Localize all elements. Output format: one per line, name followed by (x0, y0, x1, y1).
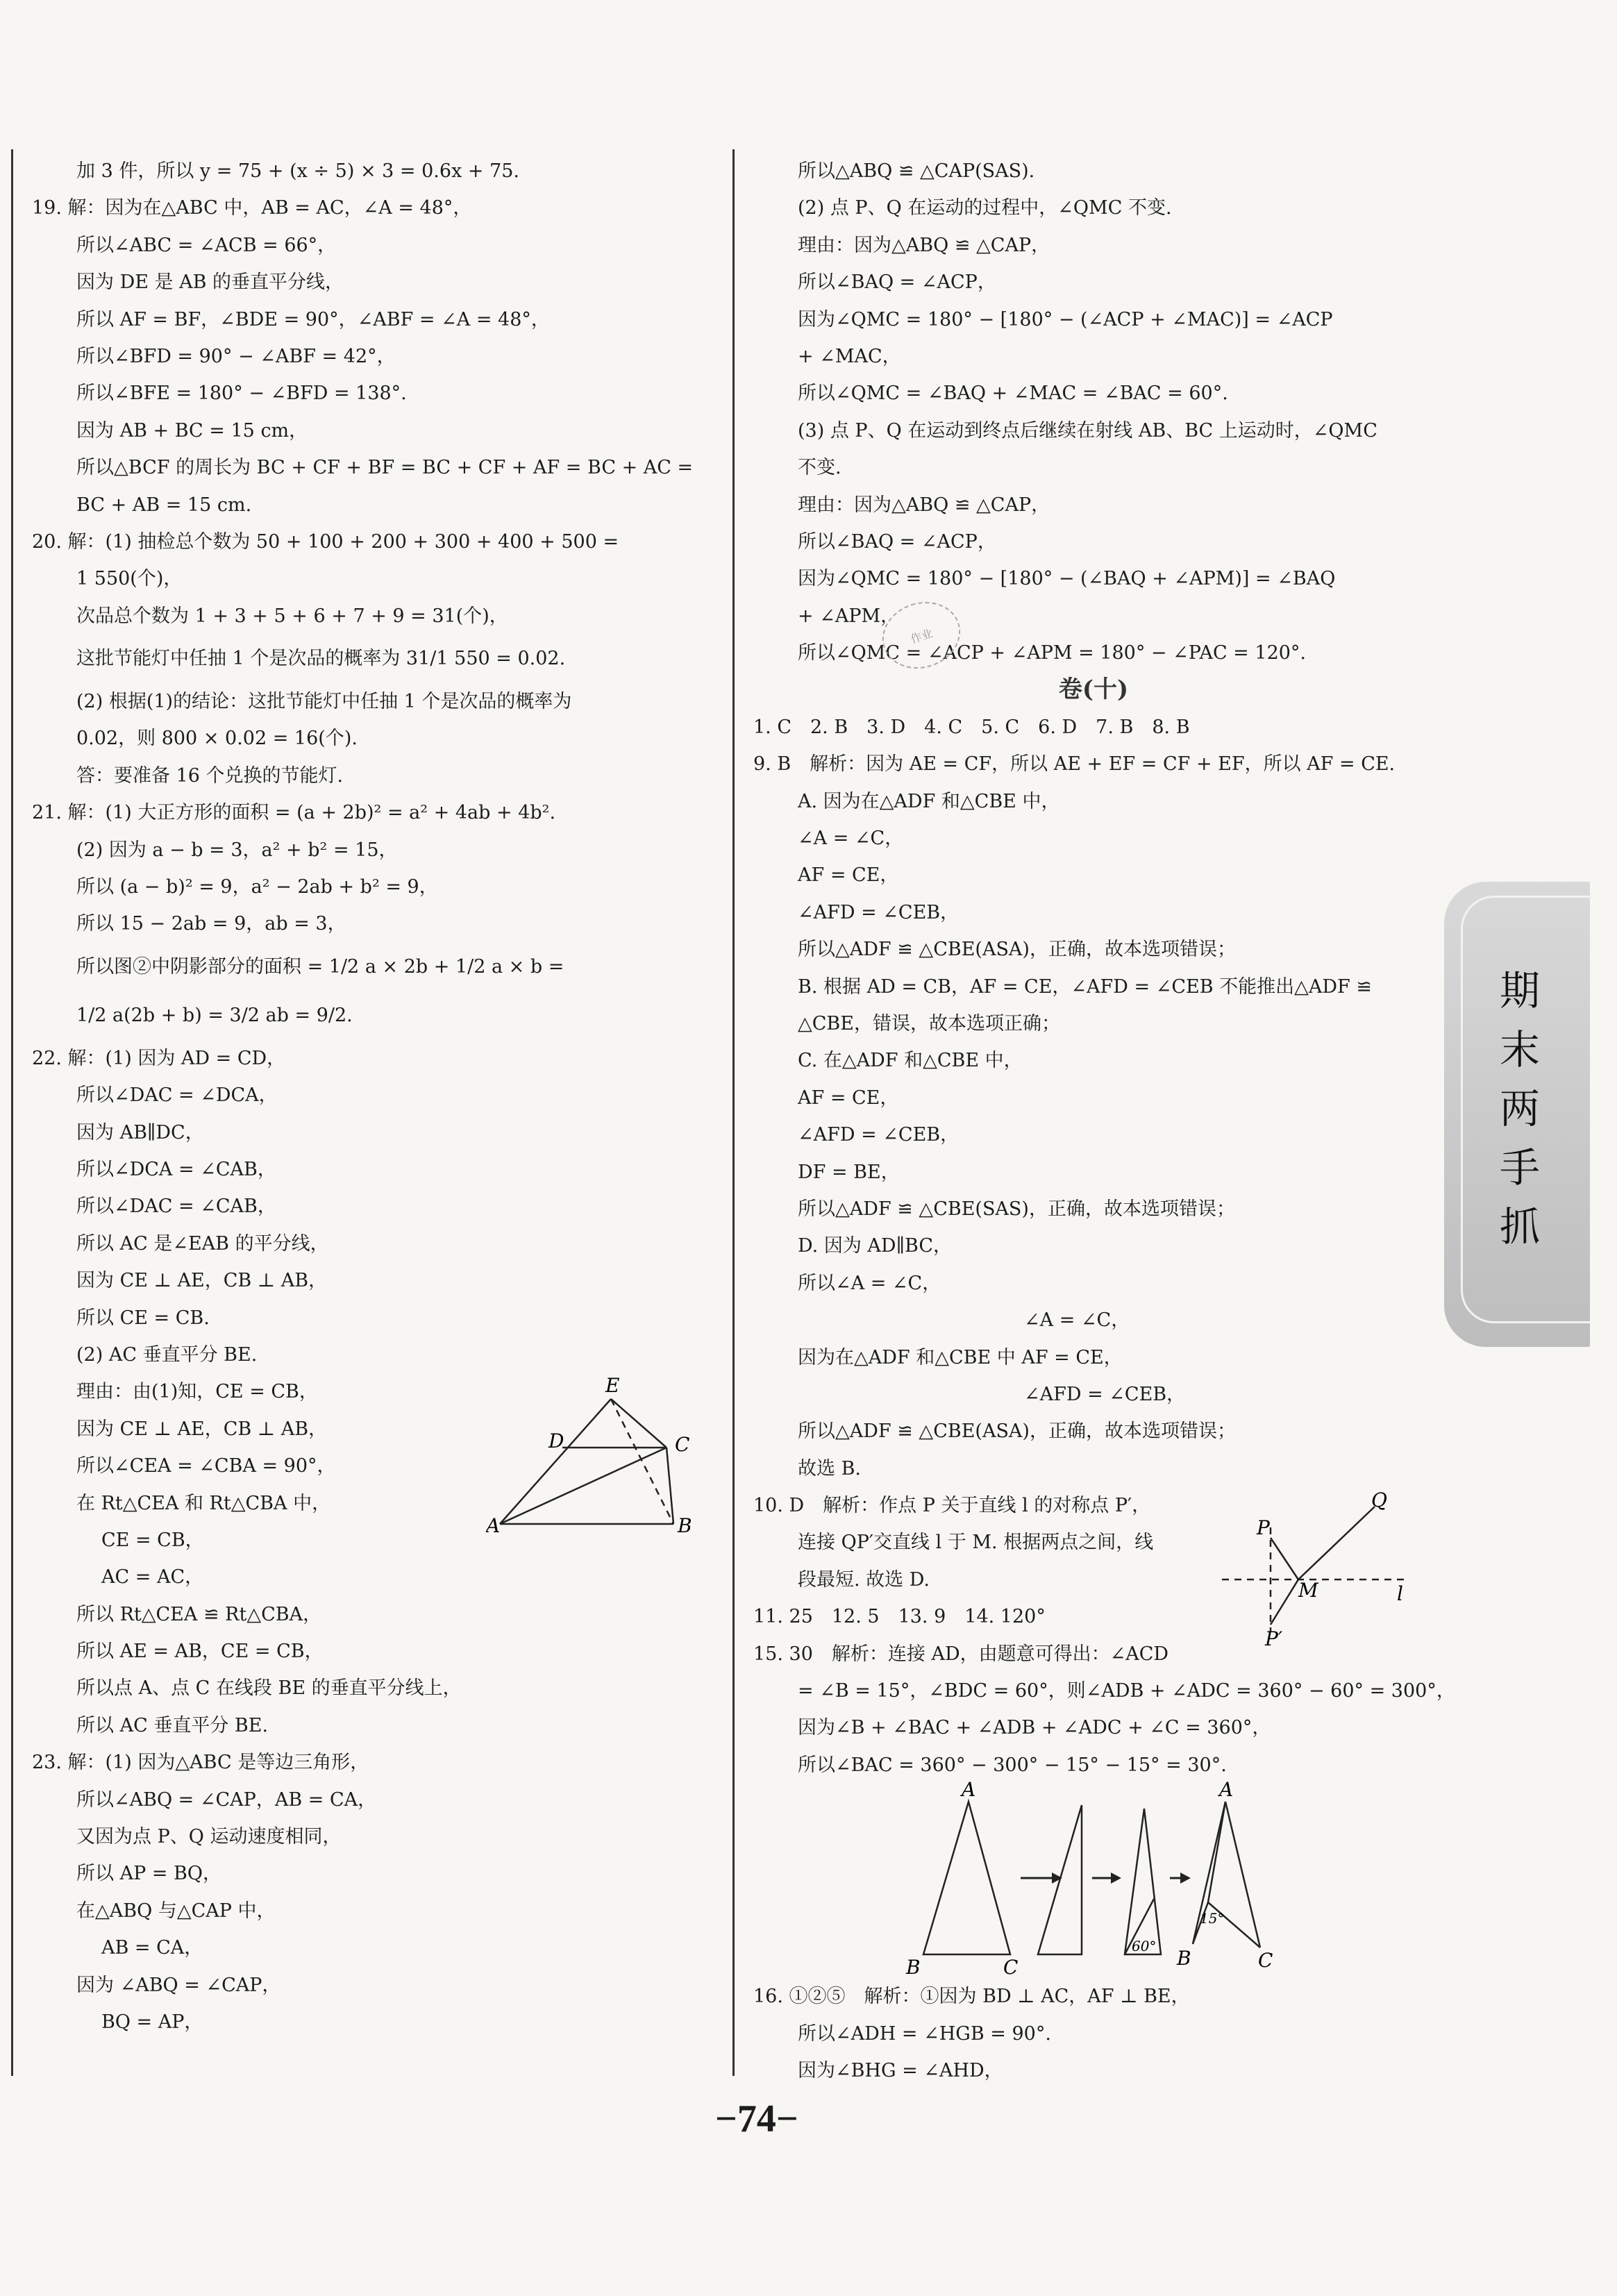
side-tab-char: 期 (1500, 967, 1541, 1014)
answer-line: + ∠MAC， (798, 345, 901, 367)
answer-line: 所以∠BFD = 90° − ∠ABF = 42°， (76, 345, 396, 367)
figure-15-triangle-steps (903, 1781, 1291, 1975)
side-tab-char: 末 (1500, 1026, 1541, 1073)
answer-line: B. 根据 AD = CB，AF = CE，∠AFD = ∠CEB 不能推出△ADF ≌ (798, 975, 1372, 998)
answer-line: 因为∠BHG = ∠AHD， (798, 2059, 1003, 2081)
answer-line: 所以∠BAQ = ∠ACP， (798, 271, 996, 294)
label-e: E (605, 1374, 620, 1397)
answer-line: ∠AFD = ∠CEB， (798, 901, 960, 923)
answer-line: 理由：因为△ABQ ≌ △CAP， (798, 494, 1050, 516)
label-d: D (548, 1430, 564, 1452)
answer-line: 所以∠BAQ = ∠ACP， (798, 530, 996, 553)
answer-line: 9. B 解析：因为 AE = CF，所以 AE + EF = CF + EF，所以 AF = CE. (753, 753, 1396, 776)
label-a: A (486, 1514, 501, 1537)
answer-line: DF = BE， (798, 1161, 900, 1183)
answer-line: 这批节能灯中任抽 1 个是次品的概率为 31/1 550 = 0.02. (76, 648, 566, 670)
answer-line: 因为∠QMC = 180° − [180° − (∠BAQ + ∠APM)] = ∠BAQ (798, 568, 1336, 590)
answer-line: 理由：由(1)知，CE = CB， (76, 1381, 318, 1403)
answer-line: 20. 解：(1) 抽检总个数为 50 + 100 + 200 + 300 + 400 + 500 = (32, 530, 619, 553)
answer-line: 所以∠DAC = ∠CAB， (76, 1196, 276, 1218)
answer-line: AC = AC， (101, 1566, 204, 1589)
answer-line: 16. ①②⑤ 解析：①因为 BD ⊥ AC，AF ⊥ BE， (753, 1986, 1190, 2008)
answer-line: 0.02，则 800 × 0.02 = 16(个). (76, 728, 358, 750)
answer-line: AF = CE， (798, 1087, 899, 1109)
answer-line: 所以图②中阴影部分的面积 = 1/2 a × 2b + 1/2 a × b = (76, 955, 564, 978)
label-60: 60° (1132, 1938, 1157, 1954)
answer-line: 23. 解：(1) 因为△ABC 是等边三角形， (32, 1752, 369, 1774)
answer-line: 所以△ADF ≌ △CBE(SAS)，正确，故本选项错误； (798, 1198, 1235, 1220)
answer-line: 所以 AC 是∠EAB 的平分线， (76, 1232, 329, 1255)
answer-line: (2) 根据(1)的结论：这批节能灯中任抽 1 个是次品的概率为 (76, 691, 572, 713)
answer-line: 因为 ∠ABQ = ∠CAP， (76, 1974, 281, 1996)
figure-22-quadrilateral (486, 1371, 708, 1545)
column-divider (732, 149, 735, 2076)
answer-line: 所以 15 − 2ab = 9，ab = 3， (76, 913, 346, 935)
answer-line: ∠AFD = ∠CEB， (798, 1124, 960, 1146)
answer-line: 所以 AE = AB，CE = CB， (76, 1641, 324, 1663)
answer-line: 所以∠ABC = ∠ACB = 66°， (76, 234, 337, 256)
answer-line: 因为 AB + BC = 15 cm， (76, 419, 308, 442)
answer-line: 在 Rt△CEA 和 Rt△CBA 中， (76, 1492, 331, 1514)
answer-line: 所以 CE = CB. (76, 1307, 210, 1329)
label-p-prime: P′ (1265, 1627, 1283, 1645)
answer-line: 所以 AP = BQ， (76, 1863, 222, 1885)
label-b2: B (1177, 1947, 1191, 1970)
answer-line: (3) 点 P、Q 在运动到终点后继续在射线 AB、BC 上运动时，∠QMC (798, 419, 1377, 442)
label-q: Q (1371, 1489, 1387, 1511)
answer-line: 所以点 A、点 C 在线段 BE 的垂直平分线上， (76, 1677, 462, 1700)
answer-line: 理由：因为△ABQ ≌ △CAP， (798, 234, 1050, 256)
figure-10-reflection (1208, 1486, 1430, 1645)
answer-line: △CBE，错误，故本选项正确； (798, 1012, 1060, 1034)
answer-line: 所以△BCF 的周长为 BC + CF + BF = BC + CF + AF = BC + AC = (76, 457, 694, 479)
answer-line: 又因为点 P、Q 运动速度相同， (76, 1826, 342, 1848)
side-tab-char: 抓 (1500, 1203, 1541, 1250)
answer-line: 答：要准备 16 个兑换的节能灯. (76, 764, 344, 787)
answer-line: 因为在△ADF 和△CBE 中 AF = CE， (798, 1346, 1123, 1368)
label-m: M (1298, 1579, 1318, 1602)
answer-line: 所以∠CEA = ∠CBA = 90°， (76, 1455, 336, 1477)
label-b: B (678, 1514, 692, 1537)
answer-line: 所以∠BFE = 180° − ∠BFD = 138°. (76, 383, 407, 405)
answer-line: 因为 CE ⊥ AE，CB ⊥ AB， (76, 1418, 328, 1440)
answer-line: ∠A = ∠C， (798, 828, 904, 850)
answer-line: 卷(十) (1058, 676, 1129, 704)
answer-line: CE = CB， (101, 1529, 204, 1551)
answer-line: 所以∠A = ∠C， (798, 1272, 941, 1294)
answer-line: (2) 因为 a − b = 3，a² + b² = 15， (76, 839, 398, 861)
label-c1: C (1003, 1956, 1019, 1975)
label-15: 15° (1200, 1910, 1225, 1927)
page-number: −74− (715, 2097, 798, 2140)
answer-line: 10. D 解析：作点 P 关于直线 l 的对称点 P′， (753, 1495, 1151, 1517)
label-l: l (1397, 1582, 1403, 1605)
answer-line: 所以∠ABQ = ∠CAP，AB = CA， (76, 1788, 377, 1811)
answer-line: 所以△ABQ ≌ △CAP(SAS). (798, 160, 1035, 182)
answer-line: 所以△ADF ≌ △CBE(ASA)，正确，故本选项错误； (798, 1421, 1236, 1443)
answer-line: 所以∠DAC = ∠DCA， (76, 1084, 278, 1107)
label-a1: A (962, 1781, 976, 1801)
answer-line: 22. 解：(1) 因为 AD = CD， (32, 1047, 286, 1069)
answer-line: (2) 点 P、Q 在运动的过程中，∠QMC 不变. (798, 197, 1172, 219)
answer-line: 所以∠QMC = ∠ACP + ∠APM = 180° − ∠PAC = 120°. (798, 642, 1307, 664)
label-c2: C (1258, 1949, 1273, 1972)
answer-line: 所以 AF = BF，∠BDE = 90°，∠ABF = ∠A = 48°， (76, 308, 550, 330)
answer-line: 不变. (798, 457, 841, 479)
label-a2: A (1219, 1781, 1234, 1801)
answer-line: 11. 25 12. 5 13. 9 14. 120° (753, 1606, 1046, 1628)
answer-line: + ∠APM， (798, 605, 900, 627)
left-margin-rule (11, 149, 13, 2076)
answer-line: 所以 AC 垂直平分 BE. (76, 1714, 269, 1736)
answer-line: C. 在△ADF 和△CBE 中， (798, 1050, 1023, 1072)
answer-line: AB = CA， (101, 1937, 203, 1959)
answer-line: 所以∠BAC = 360° − 300° − 15° − 15° = 30°. (798, 1754, 1227, 1776)
answer-line: 段最短. 故选 D. (798, 1568, 930, 1591)
answer-line: 所以∠DCA = ∠CAB， (76, 1158, 276, 1180)
left-column (32, 153, 726, 2041)
answer-line: 连接 QP′交直线 l 于 M. 根据两点之间，线 (798, 1532, 1154, 1554)
label-b1: B (906, 1956, 921, 1975)
answer-line: 15. 30 解析：连接 AD，由题意可得出：∠ACD (753, 1643, 1169, 1665)
answer-line: (2) AC 垂直平分 BE. (76, 1343, 258, 1366)
answer-line: = ∠B = 15°，∠BDC = 60°，则∠ADB + ∠ADC = 360° − 60° = 300°， (798, 1680, 1455, 1702)
answer-line: ∠A = ∠C， (1024, 1309, 1130, 1332)
answer-line: 因为∠B + ∠BAC + ∠ADB + ∠ADC + ∠C = 360°， (798, 1717, 1271, 1739)
answer-line: D. 因为 AD∥BC， (798, 1235, 953, 1257)
answer-line: BQ = AP， (101, 2011, 203, 2033)
answer-line: 1. C 2. B 3. D 4. C 5. C 6. D 7. B 8. B (753, 716, 1190, 738)
answer-line: 故选 B. (798, 1457, 862, 1480)
answer-line: 次品总个数为 1 + 3 + 5 + 6 + 7 + 9 = 31(个)， (76, 605, 508, 627)
answer-line: 21. 解：(1) 大正方形的面积 = (a + 2b)² = a² + 4ab + 4b². (32, 802, 556, 824)
label-p: P (1257, 1516, 1270, 1539)
label-c: C (675, 1433, 690, 1456)
answer-line: 所以 Rt△CEA ≌ Rt△CBA， (76, 1603, 322, 1625)
answer-line: A. 因为在△ADF 和△CBE 中， (798, 790, 1060, 812)
answer-line: 因为 AB∥DC， (76, 1121, 204, 1143)
answer-line: BC + AB = 15 cm. (76, 494, 252, 516)
answer-line: 因为∠QMC = 180° − [180° − (∠ACP + ∠MAC)] = ∠ACP (798, 308, 1333, 330)
answer-line: 所以 (a − b)² = 9，a² − 2ab + b² = 9， (76, 876, 438, 898)
side-tab-char: 两 (1500, 1085, 1541, 1132)
answer-line: 所以∠ADH = ∠HGB = 90°. (798, 2022, 1051, 2045)
side-tab-char: 手 (1500, 1144, 1541, 1191)
answer-line: 因为 DE 是 AB 的垂直平分线， (76, 271, 344, 294)
side-section-tab (1444, 882, 1590, 1347)
answer-line: 1/2 a(2b + b) = 3/2 ab = 9/2. (76, 1004, 353, 1026)
answer-line: 19. 解：因为在△ABC 中，AB = AC，∠A = 48°， (32, 197, 472, 219)
answer-line: 所以∠QMC = ∠BAQ + ∠MAC = ∠BAC = 60°. (798, 383, 1228, 405)
answer-line: 加 3 件，所以 y = 75 + (x ÷ 5) × 3 = 0.6x + 75. (76, 160, 520, 182)
answer-line: 1 550(个)， (76, 568, 183, 590)
answer-line: AF = CE， (798, 864, 899, 887)
answer-line: 在△ABQ 与△CAP 中， (76, 1900, 276, 1922)
answer-line: 因为 CE ⊥ AE，CB ⊥ AB， (76, 1270, 328, 1292)
answer-line: 所以△ADF ≌ △CBE(ASA)，正确，故本选项错误； (798, 939, 1236, 961)
stamp-watermark: 作业 (873, 592, 969, 679)
answer-line: ∠AFD = ∠CEB， (1024, 1383, 1186, 1405)
